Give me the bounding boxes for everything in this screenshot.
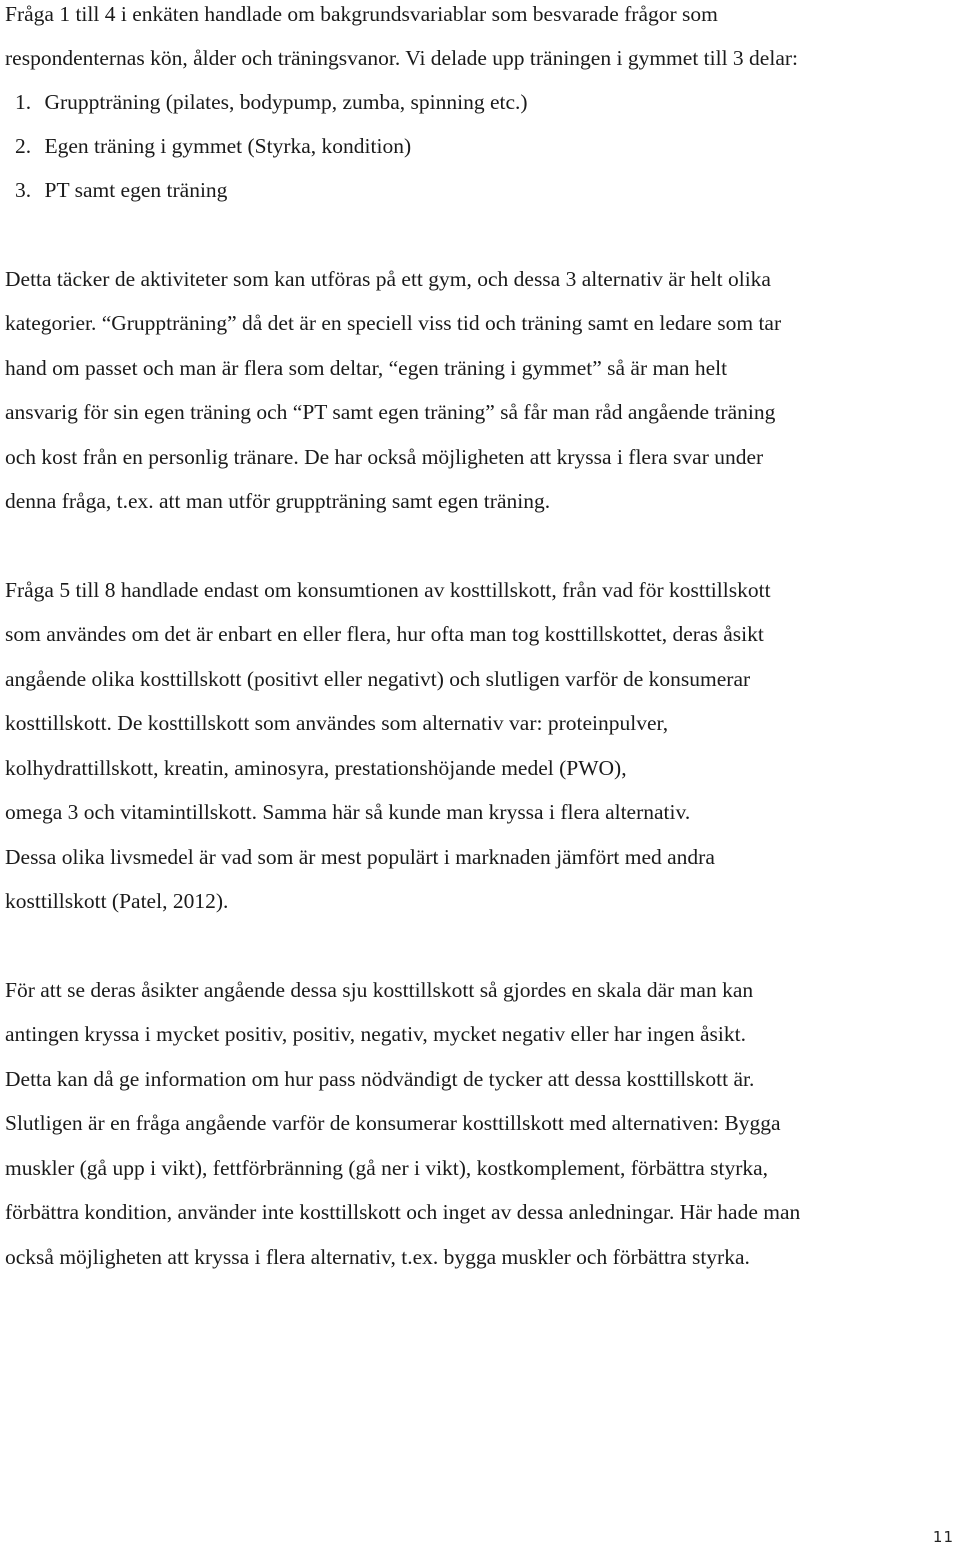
paragraph-line: angående olika kosttillskott (positivt eller negativt) och slutligen varför de konsumerar bbox=[5, 667, 751, 691]
list-item bbox=[15, 132, 411, 160]
paragraph-line: ansvarig för sin egen träning och “PT samt egen träning” så får man råd angående träning bbox=[5, 400, 776, 424]
list-number: 3. bbox=[15, 178, 32, 202]
page-number: 11 bbox=[932, 1528, 954, 1546]
paragraph-line: kategorier. “Gruppträning” då det är en speciell viss tid och träning samt en ledare som tar bbox=[5, 311, 782, 335]
list-text: Gruppträning (pilates, bodypump, zumba, spinning etc.) bbox=[44, 90, 528, 114]
paragraph-line: kosttillskott (Patel, 2012). bbox=[5, 889, 229, 913]
list-item bbox=[15, 176, 227, 204]
paragraph-line: förbättra kondition, använder inte kosttillskott och inget av dessa anledningar. Här hade man bbox=[5, 1200, 801, 1224]
paragraph-line: omega 3 och vitamintillskott. Samma här så kunde man kryssa i flera alternativ. bbox=[5, 800, 691, 824]
intro-line: respondenternas kön, ålder och träningsvanor. Vi delade upp träningen i gymmet till 3 delar: bbox=[5, 46, 799, 70]
intro-line: Fråga 1 till 4 i enkäten handlade om bakgrundsvariablar som besvarade frågor som bbox=[5, 2, 718, 26]
paragraph-line: också möjligheten att kryssa i flera alternativ, t.ex. bygga muskler och förbättra styrka. bbox=[5, 1245, 750, 1269]
paragraph-line: kosttillskott. De kosttillskott som användes som alternativ var: proteinpulver, bbox=[5, 711, 669, 735]
paragraph-line: muskler (gå upp i vikt), fettförbränning (gå ner i vikt), kostkomplement, förbättra styrka, bbox=[5, 1156, 769, 1180]
paragraph-line: Slutligen är en fråga angående varför de konsumerar kosttillskott med alternativen: Bygga bbox=[5, 1111, 781, 1135]
list-number: 2. bbox=[15, 134, 32, 158]
paragraph-line: denna fråga, t.ex. att man utför gruppträning samt egen träning. bbox=[5, 489, 551, 513]
paragraph-line: För att se deras åsikter angående dessa sju kosttillskott så gjordes en skala där man kan bbox=[5, 978, 754, 1002]
paragraph-line: kolhydrattillskott, kreatin, aminosyra, prestationshöjande medel (PWO), bbox=[5, 756, 627, 780]
list-number: 1. bbox=[15, 90, 32, 114]
paragraph-line: hand om passet och man är flera som deltar, “egen träning i gymmet” så är man helt bbox=[5, 356, 728, 380]
paragraph-line: Detta kan då ge information om hur pass nödvändigt de tycker att dessa kosttillskott är. bbox=[5, 1067, 755, 1091]
paragraph-line: antingen kryssa i mycket positiv, positiv, negativ, mycket negativ eller har ingen åsikt. bbox=[5, 1022, 746, 1046]
paragraph-line: Fråga 5 till 8 handlade endast om konsumtionen av kosttillskott, från vad för kosttillskott bbox=[5, 578, 771, 602]
list-item bbox=[15, 88, 528, 116]
paragraph-line: Detta täcker de aktiviteter som kan utföras på ett gym, och dessa 3 alternativ är helt olika bbox=[5, 267, 771, 291]
paragraph-line: som användes om det är enbart en eller flera, hur ofta man tog kosttillskottet, deras åsikt bbox=[5, 622, 764, 646]
paragraph-line: och kost från en personlig tränare. De har också möjligheten att kryssa i flera svar under bbox=[5, 445, 764, 469]
paragraph-line: Dessa olika livsmedel är vad som är mest populärt i marknaden jämfört med andra bbox=[5, 845, 715, 869]
list-text: Egen träning i gymmet (Styrka, kondition) bbox=[44, 134, 412, 158]
list-text: PT samt egen träning bbox=[44, 178, 228, 202]
